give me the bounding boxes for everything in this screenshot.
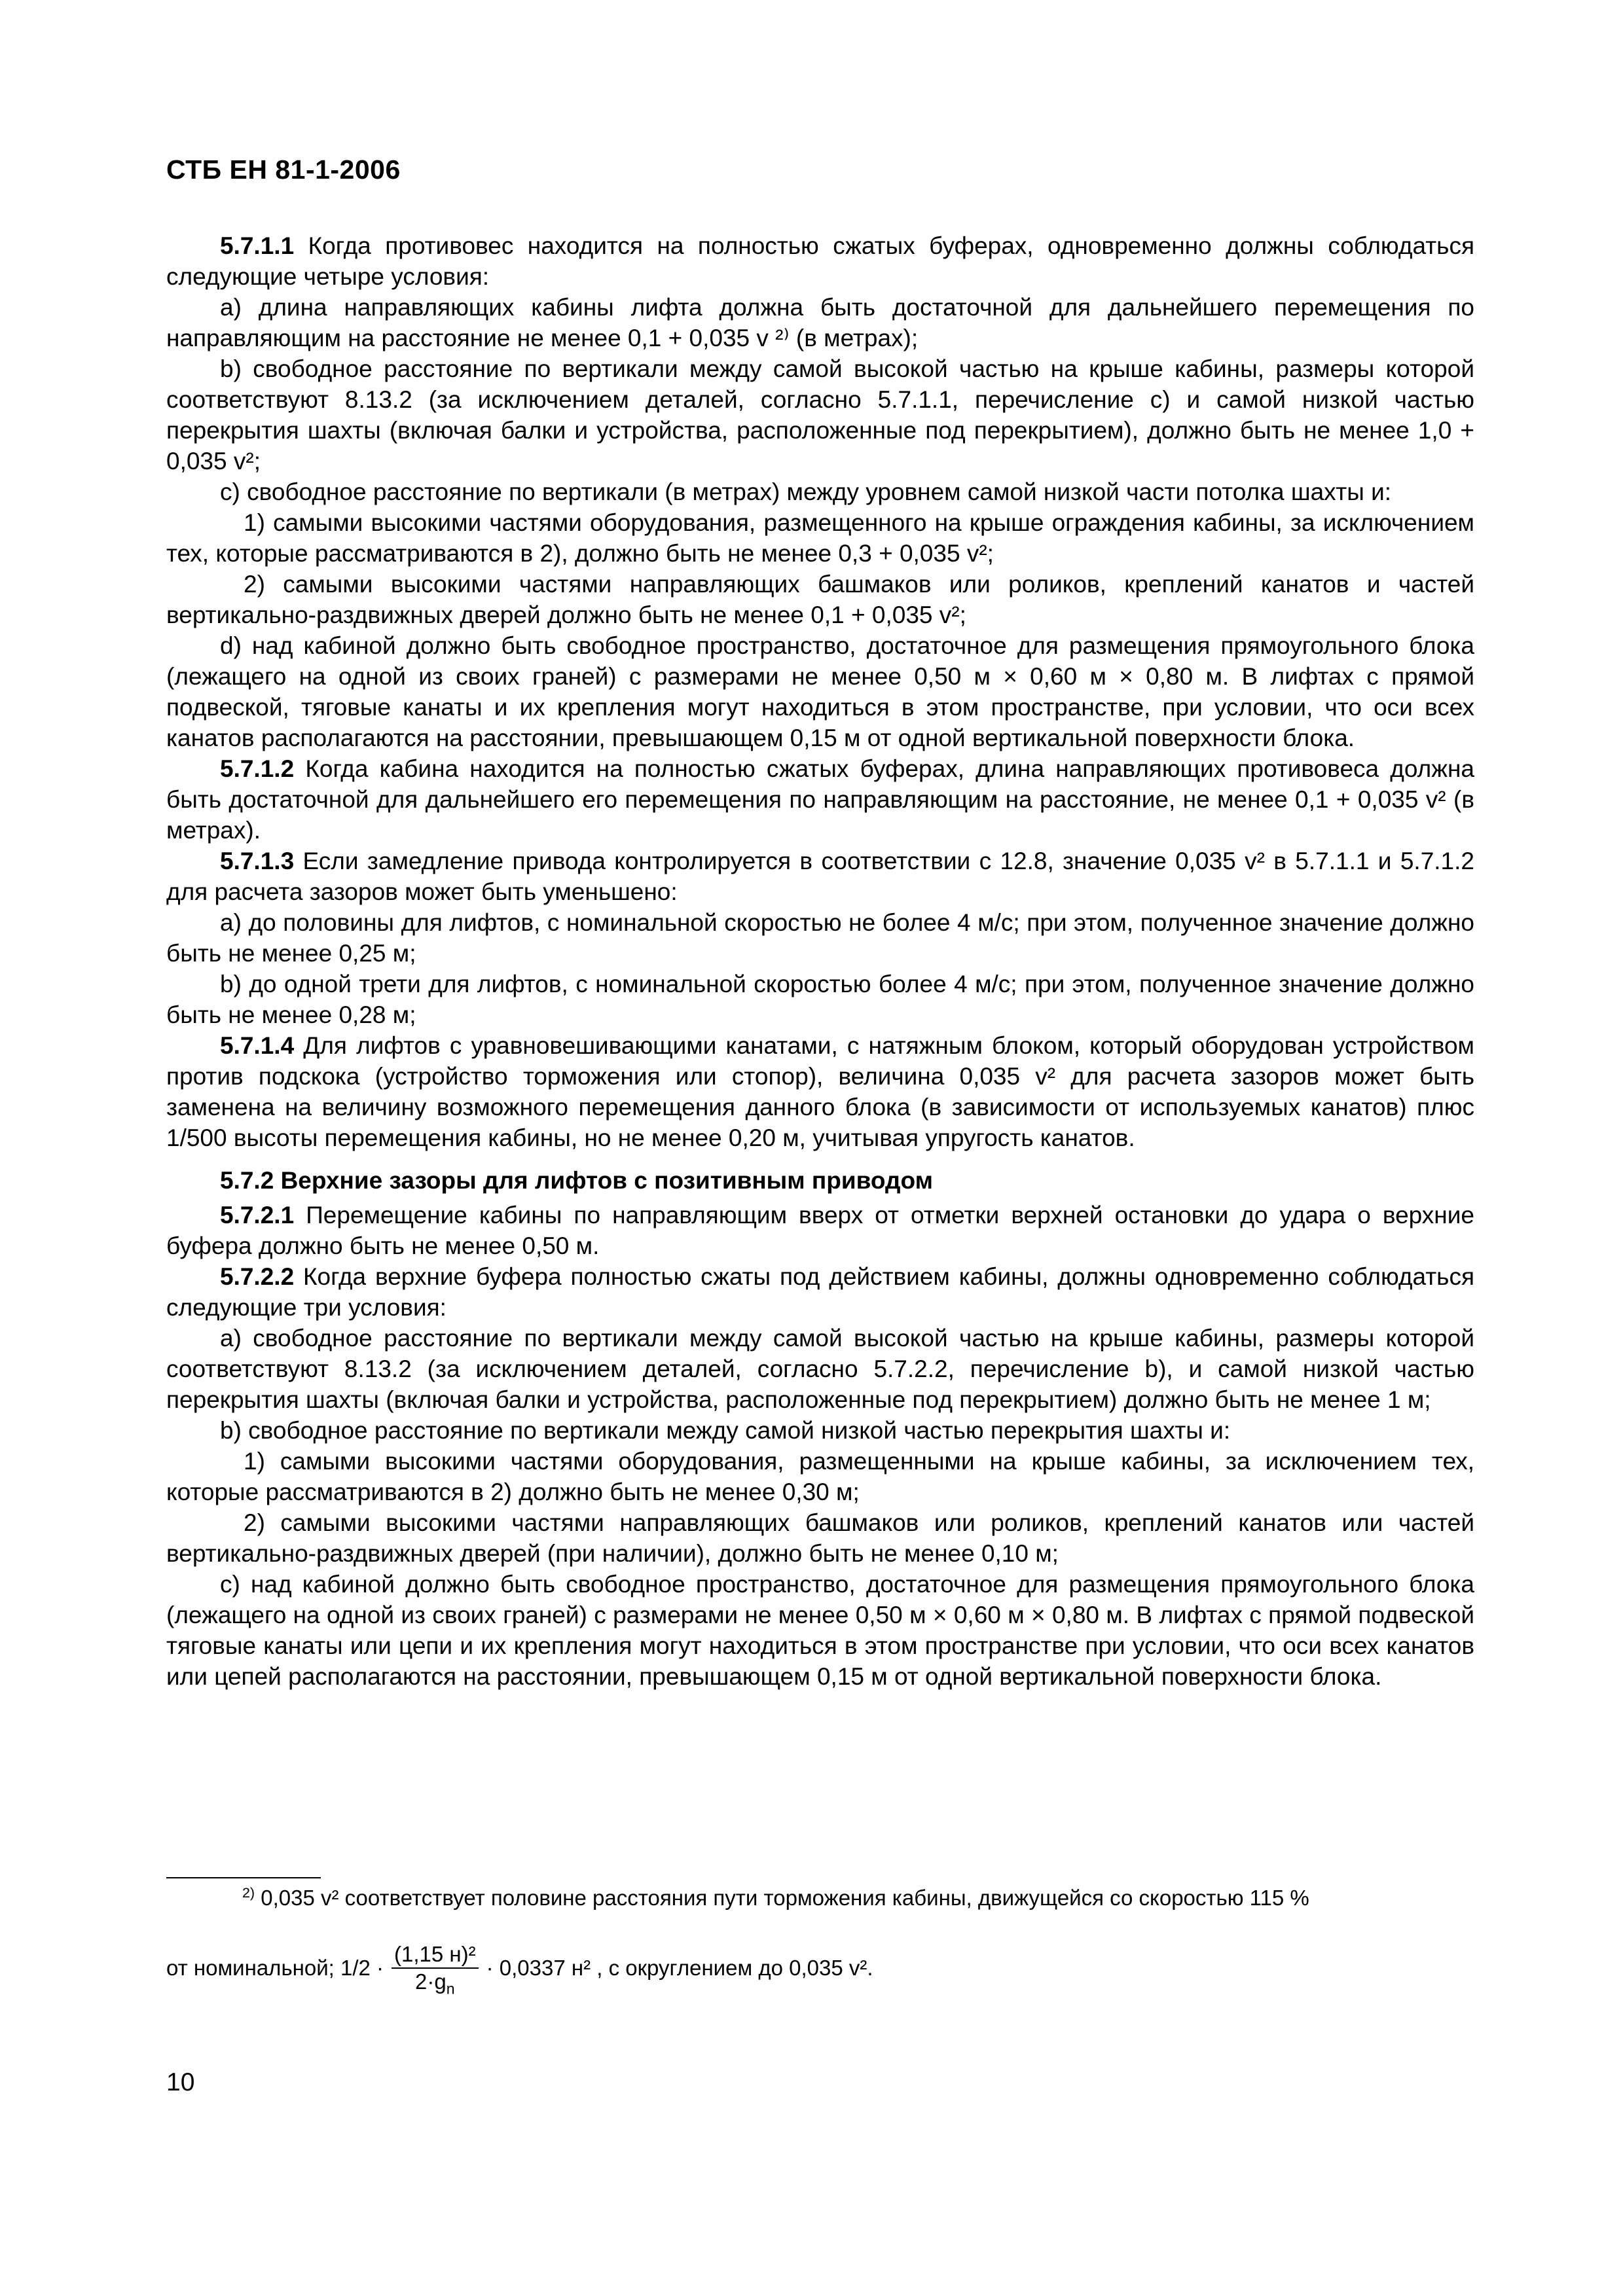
paragraph-text: Когда противовес находится на полностью сжатых буферах, одновременно должны соблюдаться следующие четыре условия: (166, 232, 1474, 290)
footnote (166, 1885, 1474, 1998)
page-number: 10 (166, 2068, 195, 2096)
formula-prefix: от номинальной; 1/2 · (166, 1956, 384, 1980)
clause-number: 5.7.2.1 (220, 1202, 295, 1229)
sublist-item-1: 1) самыми высокими частями оборудования, размещенными на крыше кабины, за исключением тех, которые рассматриваются в 2) должно быть не менее 0,30 м; (166, 1448, 1474, 1505)
sublist-item-2: 2) самыми высокими частями направляющих башмаков или роликов, креплений канатов или частей вертикально-раздвижных дверей (при наличии), должно быть не менее 0,10 м; (166, 1509, 1474, 1567)
fraction-numerator: (1,15 н)² (392, 1941, 479, 1969)
paragraph-5-7-2-2 (166, 1261, 1474, 1323)
clause-number: 5.7.1.4 (220, 1032, 295, 1059)
list-item-d: d) над кабиной должно быть свободное пространство, достаточное для размещения прямоугольного блока (лежащего на одной из своих граней) с размерами не менее 0,50 м × 0,60 м × 0,80 м. В лифтах с прямой подвеской, тяговые канаты и их крепления могут находиться в этом пространстве, при условии, что оси всех канатов располагаются на расстоянии, превышающем 0,15 м от одной вертикальной поверхности блока. (166, 632, 1474, 751)
paragraph-5-7-1-4 (166, 1030, 1474, 1153)
footnote-line (166, 1885, 1474, 1911)
list-item-a: a) свободное расстояние по вертикали между самой высокой частью на крыше кабины, размеры которой соответствуют 8.13.2 (за исключением деталей, согласно 5.7.2.2, перечисление b), и самой низкой частью перекрытия шахты (включая балки и устройства, расположенные под перекрытием) должно быть не менее 1 м; (166, 1325, 1474, 1413)
clause-number: 5.7.1.2 (220, 755, 295, 782)
footnote-marker: 2) (242, 1885, 255, 1901)
clause-number: 5.7.1.3 (220, 848, 295, 874)
list-item-a: a) до половины для лифтов, с номинальной скоростью не более 4 м/с; при этом, полученное значение должно быть не менее 0,25 м; (166, 909, 1474, 967)
footnote-text: 0,035 v² соответствует половине расстояния пути торможения кабины, движущейся со скоростью 115 % (255, 1886, 1309, 1910)
section-heading-5-7-2 (166, 1165, 1474, 1196)
list-item-b: b) свободное расстояние по вертикали между самой низкой частью перекрытия шахты и: (220, 1417, 1231, 1444)
paragraph-5-7-1-1 (166, 230, 1474, 292)
list-item-b: b) до одной трети для лифтов, с номинальной скоростью более 4 м/с; при этом, полученное значение должно быть не менее 0,28 м; (166, 971, 1474, 1028)
section-heading-text: 5.7.2 Верхние зазоры для лифтов с позитивным приводом (220, 1167, 933, 1194)
footnote-formula-line (166, 1941, 1474, 1998)
clause-number: 5.7.1.1 (220, 232, 295, 259)
document-header: СТБ ЕН 81-1-2006 (166, 154, 401, 185)
paragraph-5-7-1-3 (166, 846, 1474, 907)
clause-number: 5.7.2.2 (220, 1263, 295, 1290)
list-item-c: c) над кабиной должно быть свободное пространство, достаточное для размещения прямоугольного блока (лежащего на одной из своих граней) с размерами не менее 0,50 м × 0,60 м × 0,80 м. В лифтах с прямой подвеской тяговые канаты или цепи и их крепления могут находиться в этом пространстве при условии, что оси всех канатов или цепей располагаются на расстоянии, превышающем 0,15 м от одной вертикальной поверхности блока. (166, 1571, 1474, 1690)
paragraph-5-7-2-1 (166, 1200, 1474, 1261)
denominator-subscript: n (446, 1980, 455, 1998)
denominator-main: 2·g (415, 1969, 447, 1994)
formula-fraction (392, 1941, 479, 1998)
list-item-c: c) свободное расстояние по вертикали (в метрах) между уровнем самой низкой части потолка шахты и: (220, 478, 1392, 505)
paragraph-text: Когда верхние буфера полностью сжаты под действием кабины, должны одновременно соблюдаться следующие три условия: (166, 1263, 1474, 1321)
sublist-item-2: 2) самыми высокими частями направляющих башмаков или роликов, креплений канатов и частей вертикально-раздвижных дверей должно быть не менее 0,1 + 0,035 v²; (166, 571, 1474, 628)
footnote-separator (166, 1877, 321, 1878)
paragraph-text: Когда кабина находится на полностью сжатых буферах, длина направляющих противовеса должна быть достаточной для дальнейшего его перемещения по направляющим на расстояние, не менее 0,1 + 0,035 v² (в метрах). (166, 755, 1474, 844)
fraction-denominator (412, 1969, 458, 1998)
paragraph-text: Перемещение кабины по направляющим вверх от отметки верхней остановки до удара о верхние буфера должно быть не менее 0,50 м. (166, 1202, 1474, 1259)
sublist-item-1: 1) самыми высокими частями оборудования, размещенного на крыше ограждения кабины, за исключением тех, которые рассматриваются в 2), должно быть не менее 0,3 + 0,035 v²; (166, 509, 1474, 567)
formula-suffix: · 0,0337 н² , с округлением до 0,035 v². (486, 1956, 873, 1980)
list-item-a: a) длина направляющих кабины лифта должна быть достаточной для дальнейшего перемещения по направляющим на расстояние не менее 0,1 + 0,035 v ²⁾ (в метрах); (166, 294, 1474, 351)
main-text (166, 230, 1474, 1692)
list-item-b: b) свободное расстояние по вертикали между самой высокой частью на крыше кабины, размеры которой соответствуют 8.13.2 (за исключением деталей, согласно 5.7.1.1, перечисление c) и самой низкой частью перекрытия шахты (включая балки и устройства, расположенные под перекрытием), должно быть не менее 1,0 + 0,035 v²; (166, 355, 1474, 475)
paragraph-5-7-1-2 (166, 753, 1474, 846)
paragraph-text: Для лифтов с уравновешивающими канатами, с натяжным блоком, который оборудован устройством против подскока (устройство торможения или стопор), величина 0,035 v² для расчета зазоров может быть заменена на величину возможного перемещения данного блока (в зависимости от используемых канатов) плюс 1/500 высоты перемещения кабины, но не менее 0,20 м, учитывая упругость канатов. (166, 1032, 1474, 1151)
paragraph-text: Если замедление привода контролируется в соответствии с 12.8, значение 0,035 v² в 5.7.1.1 и 5.7.1.2 для расчета зазоров может быть уменьшено: (166, 848, 1474, 905)
